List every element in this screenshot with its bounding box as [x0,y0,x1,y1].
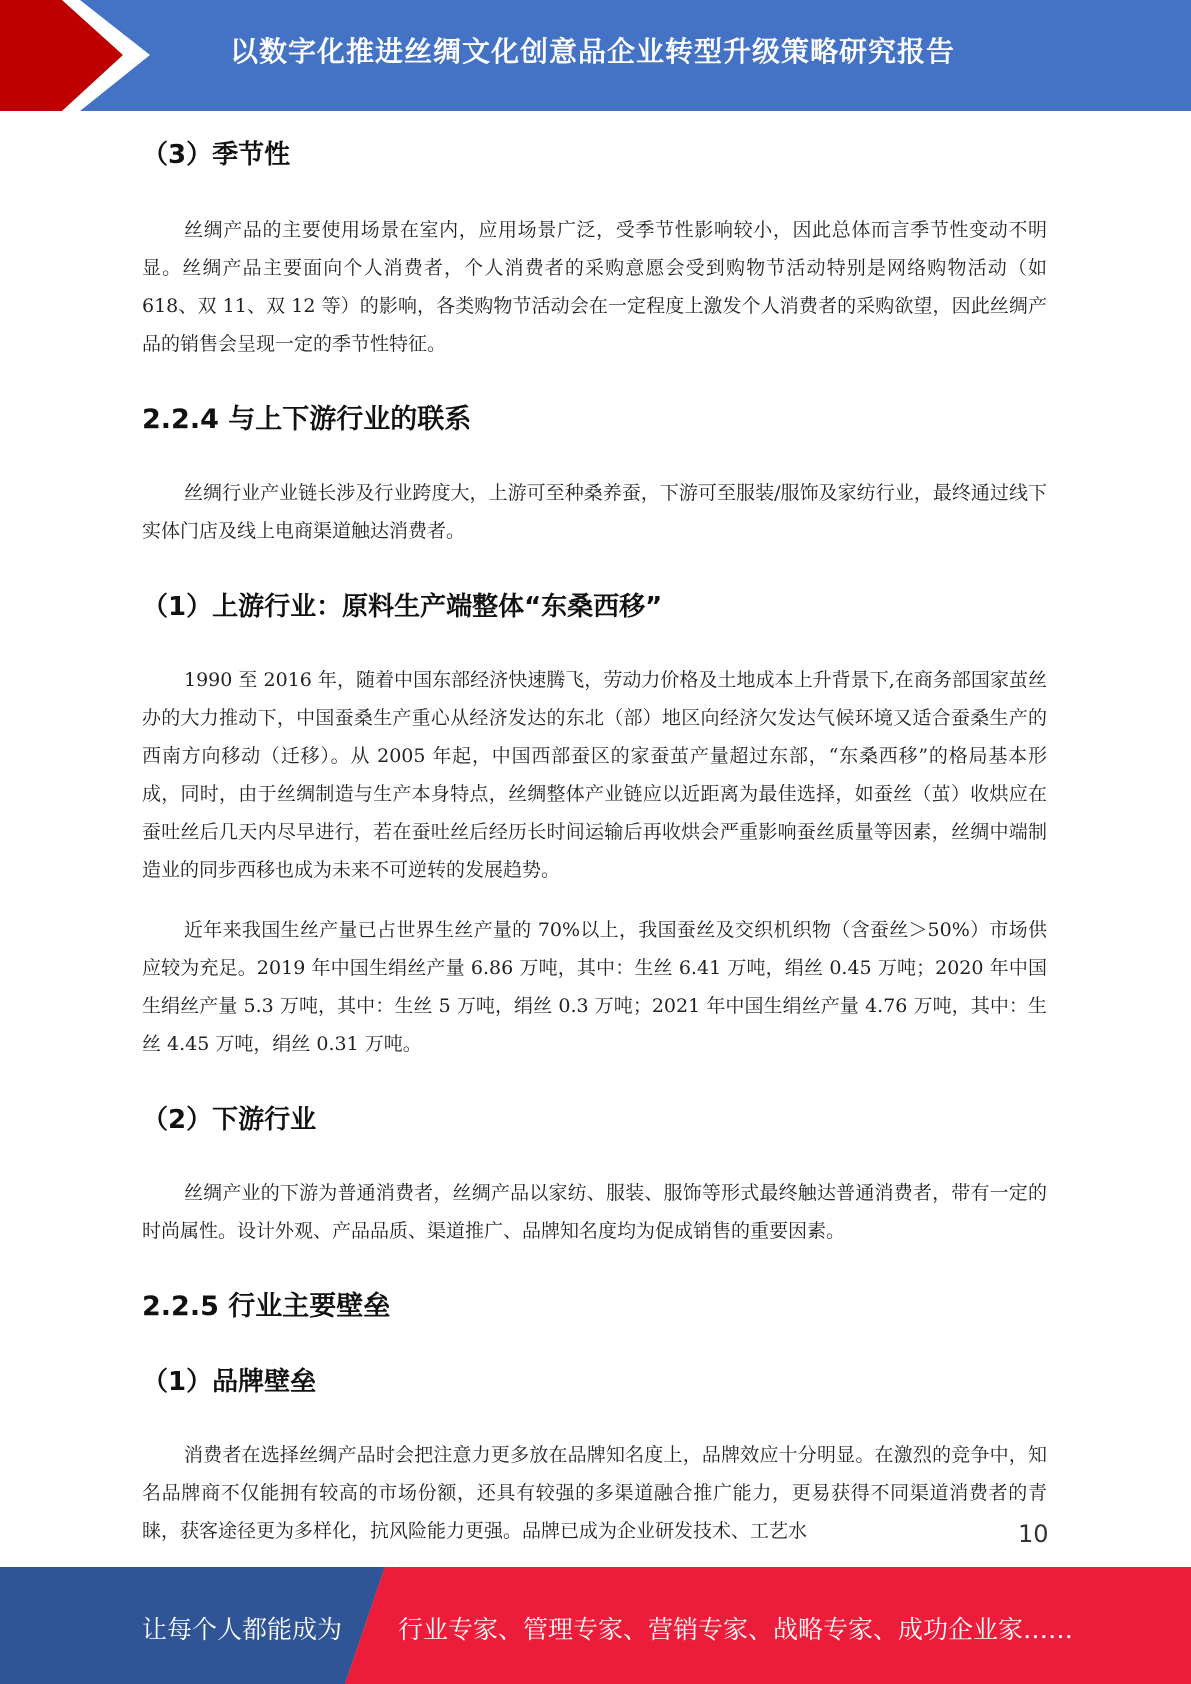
heading-seasonality: （3）季节性 [142,140,291,170]
para-industry-chain: 丝绸行业产业链长涉及行业跨度大，上游可至种桑养蚕，下游可至服装/服饰及家纺行业，最终通过线下实体门店及线上电商渠道触达消费者。 [142,482,1047,542]
page-number: 10 [1018,1520,1049,1548]
para-upstream-production: 近年来我国生丝产量已占世界生丝产量的 70%以上，我国蚕丝及交织机织物（含蚕丝＞50%）市场供应较为充足。2019 年中国生绢丝产量 6.86 万吨，其中：生丝 6.41 万吨，绢丝 0.45 万吨；2020 年中国生绢丝产量 5.3 万吨，其中：生丝 5 万吨，绢丝 0.3 万吨；2021 年中国生绢丝产量 4.76 万吨，其中：生丝 4.45 万吨，绢丝 0.31 万吨。 [142,919,1047,1055]
heading-downstream: （2）下游行业 [142,1105,317,1135]
footer-slogan-right: 行业专家、管理专家、营销专家、战略专家、成功企业家…… [398,1615,1074,1644]
report-title: 以数字化推进丝绸文化创意品企业转型升级策略研究报告 [230,35,956,68]
para-downstream: 丝绸产业的下游为普通消费者，丝绸产品以家纺、服装、服饰等形式最终触达普通消费者，带有一定的时尚属性。设计外观、产品品质、渠道推广、品牌知名度均为促成销售的重要因素。 [142,1182,1047,1242]
para-seasonality: 丝绸产品的主要使用场景在室内，应用场景广泛，受季节性影响较小，因此总体而言季节性变动不明显。丝绸产品主要面向个人消费者，个人消费者的采购意愿会受到购物节活动特别是网络购物活动（如 618、双 11、双 12 等）的影响，各类购物节活动会在一定程度上激发个人消费者的采购欲望，因此丝绸产品的销售会呈现一定的季节性特征。 [142,219,1047,355]
para-brand-barrier: 消费者在选择丝绸产品时会把注意力更多放在品牌知名度上，品牌效应十分明显。在激烈的竞争中，知名品牌商不仅能拥有较高的市场份额，还具有较强的多渠道融合推广能力，更易获得不同渠道消费者的青睐，获客途径更为多样化，抗风险能力更强。品牌已成为企业研发技术、工艺水 [142,1444,1047,1542]
footer-slogan-left: 让每个人都能成为 [142,1615,343,1644]
para-upstream-history: 1990 至 2016 年，随着中国东部经济快速腾飞，劳动力价格及土地成本上升背景下,在商务部国家茧丝办的大力推动下，中国蚕桑生产重心从经济发达的东北（部）地区向经济欠发达气候环境又适合蚕桑生产的西南方向移动（迁移）。从 2005 年起，中国西部蚕区的家蚕茧产量超过东部，“东桑西移”的格局基本形成，同时，由于丝绸制造与生产本身特点，丝绸整体产业链应以近距离为最佳选择，如蚕丝（茧）收烘应在蚕吐丝后几天内尽早进行，若在蚕吐丝后经历长时间运输后再收烘会严重影响蚕丝质量等因素，丝绸中端制造业的同步西移也成为未来不可逆转的发展趋势。 [142,669,1047,881]
heading-brand-barrier: （1）品牌壁垒 [142,1367,317,1397]
page-content [142,120,1047,1550]
page-header [0,0,1191,111]
heading-2-2-4: 2.2.4 与上下游行业的联系 [142,404,472,435]
heading-upstream: （1）上游行业：原料生产端整体“东桑西移” [142,592,663,622]
heading-2-2-5: 2.2.5 行业主要壁垒 [142,1291,391,1322]
page-footer [0,1567,1191,1684]
